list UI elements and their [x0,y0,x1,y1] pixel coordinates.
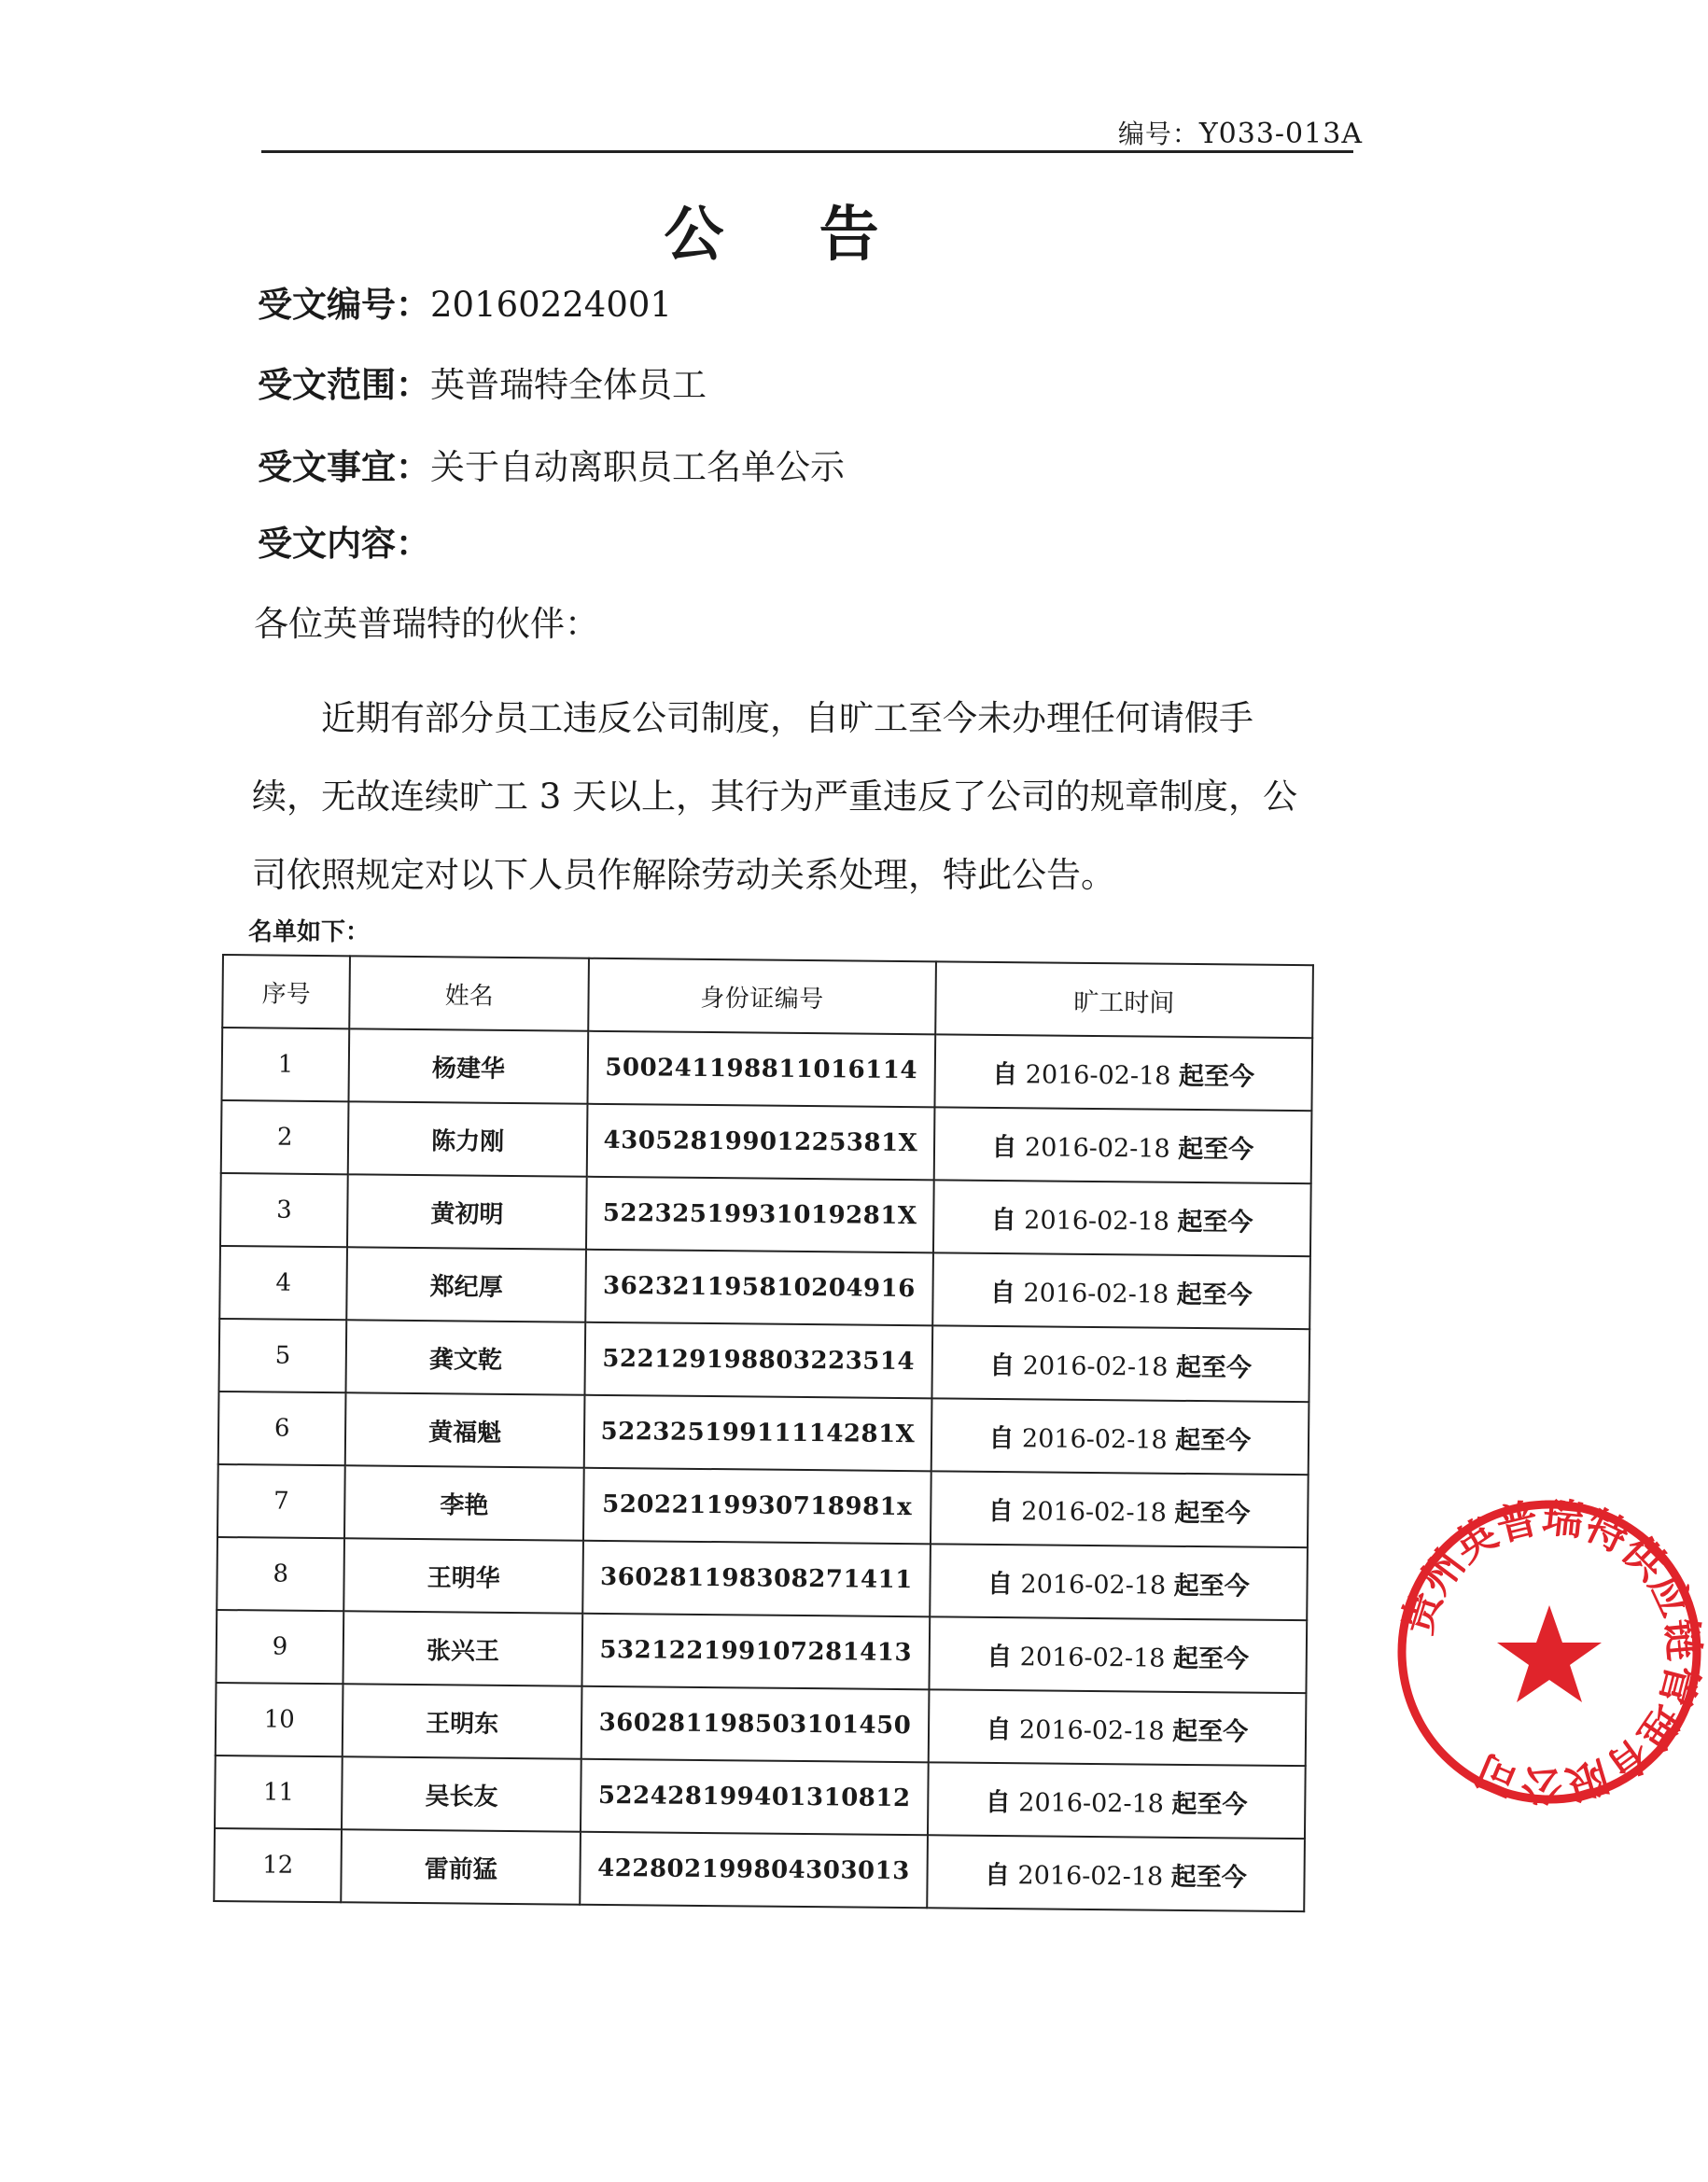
time-until-label: 起至今 [1177,1207,1253,1238]
time-until-label: 起至今 [1174,1498,1251,1529]
row-name: 张兴王 [343,1611,583,1685]
body-paragraph [252,679,1335,915]
table-row [219,1246,1310,1329]
greeting: 各位英普瑞特的伙伴： [254,604,599,644]
time-from-label: 自 [990,1205,1016,1235]
document-number-label: 编号： [1117,119,1199,149]
time-until-label: 起至今 [1172,1716,1249,1747]
table-row [214,1828,1305,1911]
table-row [217,1610,1308,1693]
list-label: 名单如下： [248,918,371,946]
table-row [220,1173,1311,1256]
table-row [218,1319,1309,1402]
time-from-label: 自 [987,1496,1014,1526]
time-date: 2016-02-18 [1013,1496,1175,1528]
time-from-label: 自 [986,1714,1012,1744]
row-id-number: 532122199107281413 [582,1614,930,1690]
employee-table [213,954,1314,1912]
row-id-number: 52232519911114281X [584,1395,931,1472]
time-from-label: 自 [992,1059,1018,1089]
field-label: 受文事宜： [258,447,430,487]
time-until-label: 起至今 [1175,1352,1253,1383]
row-name: 龚文乾 [346,1320,586,1394]
time-from-label: 自 [985,1787,1011,1817]
time-date: 2016-02-18 [1017,1059,1180,1091]
table-row [216,1683,1307,1766]
time-from-label: 自 [988,1423,1015,1453]
notice-title: 公 告 [664,201,917,270]
time-until-label: 起至今 [1175,1425,1252,1456]
table-row [218,1392,1309,1475]
time-date: 2016-02-18 [1010,1787,1172,1819]
row-id-number: 362321195810204916 [585,1250,932,1326]
row-absence-time [929,1616,1307,1693]
field-doc-number [258,276,672,327]
time-until-label: 起至今 [1178,1061,1255,1092]
company-seal [1391,1493,1708,1811]
row-absence-time [932,1252,1310,1329]
field-label: 受文内容： [258,524,430,564]
row-name: 雷前猛 [341,1829,581,1904]
seal-star [1497,1605,1602,1702]
document-number-value: Y033-013A [1198,118,1363,150]
row-name: 李艳 [344,1465,584,1540]
row-index: 8 [217,1537,344,1611]
row-index: 1 [221,1028,349,1101]
time-date: 2016-02-18 [1012,1642,1174,1673]
body-line: 司依照规定对以下人员作解除劳动关系处理，特此公告。 [252,855,1115,895]
row-name: 黄初明 [347,1174,587,1249]
row-name: 陈力刚 [348,1101,588,1176]
row-absence-time [928,1689,1306,1766]
row-id-number: 52022119930718981x [583,1468,931,1545]
row-name: 王明华 [343,1538,583,1613]
row-absence-time [933,1107,1311,1183]
time-date: 2016-02-18 [1015,1205,1178,1237]
table-row [221,1028,1312,1111]
time-until-label: 起至今 [1173,1571,1250,1602]
row-absence-time [927,1835,1305,1911]
field-scope [258,357,707,407]
time-date: 2016-02-18 [1011,1714,1173,1746]
time-date: 2016-02-18 [1015,1278,1177,1309]
row-name: 吴长友 [342,1756,581,1831]
table-header-row [222,955,1313,1038]
row-index: 6 [218,1392,346,1465]
time-date: 2016-02-18 [1012,1569,1174,1601]
field-value: 20160224001 [430,285,672,325]
row-id-number: 52232519931019281X [586,1177,933,1253]
time-from-label: 自 [989,1278,1016,1308]
field-label: 受文编号： [258,285,430,325]
time-date: 2016-02-18 [1016,1132,1179,1164]
row-name: 王明东 [343,1684,582,1758]
row-index: 5 [218,1319,346,1392]
row-absence-time [928,1762,1306,1839]
document-number [1083,114,1363,151]
row-index: 7 [217,1464,345,1538]
column-header-name: 姓名 [349,956,589,1030]
row-name: 郑纪厚 [346,1247,586,1322]
row-id-number: 43052819901225381X [587,1104,934,1181]
row-id-number: 522428199401310812 [581,1759,928,1836]
row-id-number: 360281198308271411 [582,1541,930,1617]
table-row [221,1100,1312,1183]
field-content [258,515,430,566]
time-date: 2016-02-18 [1015,1350,1177,1382]
row-id-number: 522129198803223514 [585,1322,932,1399]
time-until-label: 起至今 [1170,1862,1247,1893]
time-from-label: 自 [987,1642,1013,1671]
row-absence-time [933,1180,1311,1256]
time-from-label: 自 [991,1132,1017,1162]
row-absence-time [930,1544,1308,1620]
row-index: 4 [219,1246,347,1320]
row-absence-time [931,1398,1309,1475]
time-until-label: 起至今 [1171,1789,1248,1820]
row-index: 10 [216,1683,343,1756]
row-id-number: 360281198503101450 [581,1686,929,1763]
field-subject [258,439,845,489]
row-name: 黄福魁 [345,1392,585,1467]
time-until-label: 起至今 [1172,1643,1250,1674]
column-header-id: 身份证编号 [588,958,935,1035]
time-from-label: 自 [989,1350,1015,1380]
time-date: 2016-02-18 [1009,1860,1171,1892]
row-id-number: 500241198811016114 [588,1031,935,1108]
body-line: 近期有部分员工违反公司制度，自旷工至今未办理任何请假手 [321,698,1253,738]
row-absence-time [931,1471,1309,1547]
table-row [217,1537,1308,1620]
header-rule [261,150,1353,153]
row-absence-time [931,1325,1309,1402]
row-index: 11 [215,1755,343,1829]
field-label: 受文范围： [258,365,430,405]
row-absence-time [934,1034,1312,1111]
column-header-index: 序号 [222,955,350,1028]
time-until-label: 起至今 [1176,1280,1253,1310]
field-value: 英普瑞特全体员工 [430,365,707,405]
row-index: 12 [214,1828,342,1902]
table-row [215,1755,1306,1839]
time-from-label: 自 [987,1569,1014,1599]
table-row [217,1464,1309,1547]
time-date: 2016-02-18 [1014,1423,1176,1455]
row-id-number: 422802199804303013 [580,1832,927,1909]
row-index: 2 [221,1100,349,1174]
time-from-label: 自 [984,1860,1011,1890]
body-line: 续，无故连续旷工 3 天以上，其行为严重违反了公司的规章制度，公 [252,776,1298,817]
field-value: 关于自动离职员工名单公示 [430,447,845,487]
row-index: 3 [220,1173,348,1247]
time-until-label: 起至今 [1178,1134,1254,1165]
row-name: 杨建华 [349,1028,589,1103]
row-index: 9 [217,1610,344,1684]
column-header-time: 旷工时间 [935,961,1313,1038]
seal-text-path: 贵州英普瑞特供应链管理有限公司 [1393,1493,1708,1810]
